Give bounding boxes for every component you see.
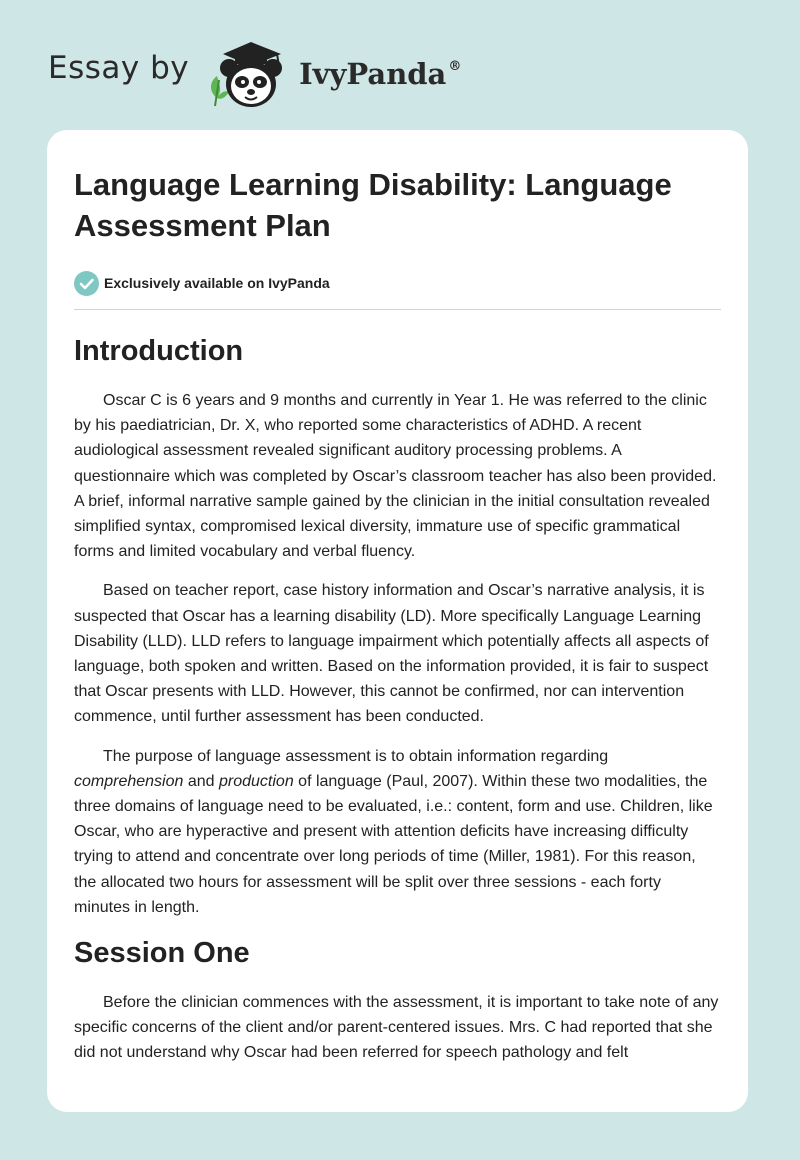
section-heading: Session One (74, 937, 250, 970)
site-header (48, 36, 508, 110)
registered-mark: ® (448, 59, 462, 74)
panda-graduate-icon[interactable] (203, 36, 295, 110)
page-title: Language Learning Disability: Language Assessment Plan (74, 167, 672, 243)
badge-text: Exclusively available on IvyPanda (104, 275, 330, 291)
section-heading: Introduction (74, 335, 244, 367)
emphasis: production (219, 772, 294, 790)
paragraph: Based on teacher report, case history information and Oscar’s narrative analysis, it is suspected that Oscar has a learning disability (LD). More specifically Language Learning Disability (LLD). LLD refers to language impairment which potentially affects all aspects of language, both spoken and written. Based on the information provided, it is fair to suspect that Oscar presents with LLD. However, this cannot be confirmed, nor can intervention commence, until further assessment has been conducted. (74, 582, 709, 726)
brand-name[interactable]: IvyPanda ® (299, 57, 462, 91)
divider (74, 309, 721, 310)
paragraph: Before the clinician commences with the assessment, it is important to take note of any specific concerns of the client and/or parent-centered issues. Mrs. C had reported that she did not understand why Oscar had been referred for speech pathology and felt (74, 994, 719, 1062)
check-circle-icon (74, 271, 99, 296)
exclusive-badge (74, 270, 721, 296)
paragraph: Oscar C is 6 years and 9 months and currently in Year 1. He was referred to the clinic by his paediatrician, Dr. X, who reported some characteristics of ADHD. A recent audiological assessment revealed significant auditory processing problems. A questionnaire which was completed by Oscar’s classroom teacher has also been provided. A brief, informal narrative sample gained by the clinician in the initial consultation revealed simplified syntax, compromised lexical diversity, immature use of specific grammatical forms and limited vocabulary and verbal fluency. (74, 392, 717, 561)
section-introduction (74, 332, 721, 920)
section-session-one (74, 934, 721, 1066)
emphasis: comprehension (74, 772, 184, 790)
paragraph: The purpose of language assessment is to obtain information regarding comprehension and production of language (Paul, 2007). Within these two modalities, the three domains of language need to be evaluated, i.e.: content, form and use. Children, like Oscar, who are hyperactive and present with attention deficits have increasing difficulty trying to attend and concentrate over long periods of time (Miller, 1981). For this reason, the allocated two hours for assessment will be split over three sessions - each forty minutes in length. (74, 747, 713, 916)
essay-card (47, 130, 748, 1112)
brand-prefix: Essay by (48, 50, 190, 86)
